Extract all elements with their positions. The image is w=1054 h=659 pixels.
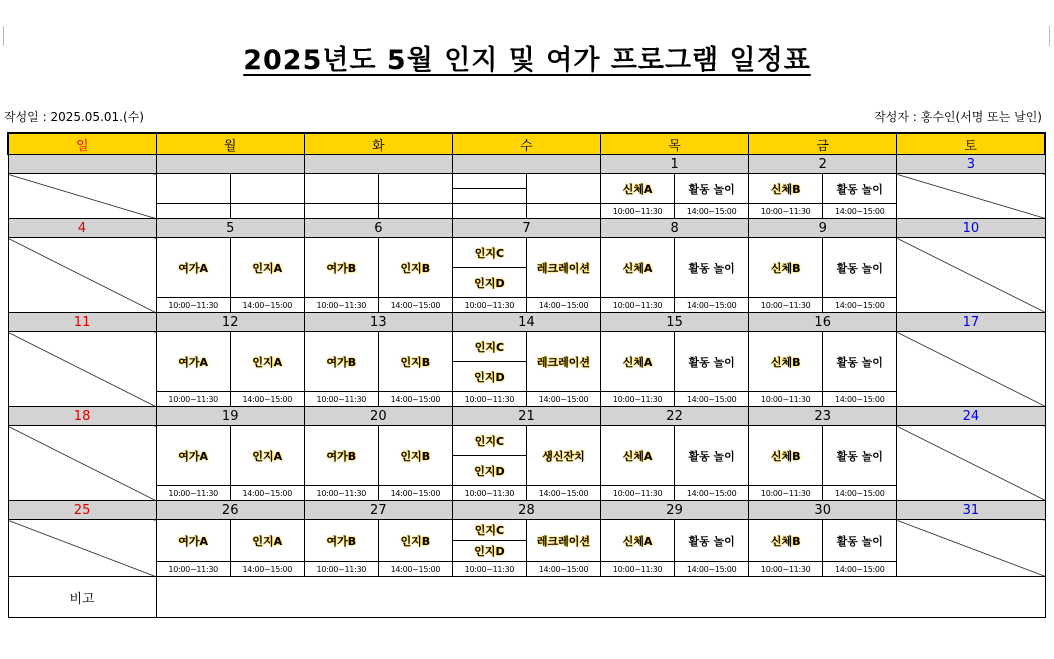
program-wed-am-1: [452, 426, 526, 456]
time-thu-am: 10:00~11:30: [601, 392, 675, 407]
program-name: 레크레이션: [536, 261, 591, 275]
time-wed-am: 10:00~11:30: [452, 486, 526, 501]
program-name: 신체B: [770, 355, 801, 369]
date-cell-sat: [897, 407, 1045, 426]
program-fri-am: [749, 520, 823, 562]
program-fri-pm: 활동 놀이: [823, 426, 897, 486]
notes-body: [156, 577, 1045, 618]
program-name: 신체A: [622, 261, 653, 275]
time-fri-am: 10:00~11:30: [749, 562, 823, 577]
time-thu-pm: 14:00~15:00: [675, 204, 749, 219]
time-thu-am: 10:00~11:30: [601, 204, 675, 219]
program-name: 인지C: [474, 246, 505, 260]
weekday-sat: 토: [897, 133, 1045, 155]
time-tue-am: 10:00~11:30: [304, 562, 378, 577]
notes-row: [8, 577, 1045, 618]
program-thu-am: [601, 426, 675, 486]
weekday-fri: 금: [749, 133, 897, 155]
program-wed-am-1: [452, 238, 526, 268]
program-name: 인지A: [252, 449, 283, 463]
program-mon-pm: [230, 520, 304, 562]
program-mon-am: [156, 332, 230, 392]
saturday-empty-cell: [897, 174, 1045, 219]
time-mon-pm: 14:00~15:00: [230, 392, 304, 407]
time-mon-am: 10:00~11:30: [156, 486, 230, 501]
date-cell-tue: 27: [304, 501, 452, 520]
program-name: 레크레이션: [536, 534, 591, 548]
time-wed-pm: 14:00~15:00: [526, 562, 600, 577]
sunday-empty-cell: [8, 332, 156, 407]
time-tue-pm: 14:00~15:00: [378, 562, 452, 577]
program-name: 여가A: [178, 355, 209, 369]
program-name: 인지C: [474, 434, 505, 448]
program-fri-am: [749, 238, 823, 298]
date-cell-fri: 23: [749, 407, 897, 426]
program-name: 인지A: [252, 355, 283, 369]
program-mon-am: [156, 238, 230, 298]
program-thu-am: [601, 238, 675, 298]
date-cell-mon: [156, 155, 304, 174]
empty-time-cell: [230, 204, 304, 219]
date-cell-mon: 26: [156, 501, 304, 520]
time-tue-pm: 14:00~15:00: [378, 486, 452, 501]
program-thu-am: [601, 332, 675, 392]
date-sun: 4: [77, 220, 87, 236]
date-row-week-2: [8, 219, 1045, 238]
weekday-thu: 목: [601, 133, 749, 155]
program-wed-am-1: [452, 332, 526, 362]
date-cell-mon: 19: [156, 407, 304, 426]
time-mon-pm: 14:00~15:00: [230, 486, 304, 501]
program-name: 여가B: [326, 261, 357, 275]
weekday-mon: 월: [156, 133, 304, 155]
program-wed-pm: [526, 238, 600, 298]
program-name: 여가B: [326, 355, 357, 369]
weekday-header-row: [8, 133, 1045, 155]
program-tue-pm: [378, 520, 452, 562]
sunday-empty-cell: [8, 174, 156, 219]
program-name: 신체A: [622, 355, 653, 369]
date-cell-sun: [8, 313, 156, 332]
date-cell-thu: 15: [601, 313, 749, 332]
program-thu-pm: 활동 놀이: [675, 520, 749, 562]
program-fri-pm: 활동 놀이: [823, 332, 897, 392]
time-fri-pm: 14:00~15:00: [823, 562, 897, 577]
program-wed-pm: [526, 520, 600, 562]
time-tue-pm: 14:00~15:00: [378, 298, 452, 313]
page-title: 2025년도 5월 인지 및 여가 프로그램 일정표: [243, 45, 811, 76]
notes-label: 비고: [8, 577, 156, 618]
program-name: 인지C: [474, 340, 505, 354]
program-name: 신체A: [622, 182, 653, 196]
date-row-week-1: [8, 155, 1045, 174]
date-cell-mon: 5: [156, 219, 304, 238]
time-wed-am: 10:00~11:30: [452, 562, 526, 577]
empty-program-cell: [230, 174, 304, 204]
program-tue-am: [304, 426, 378, 486]
date-cell-thu: 1: [601, 155, 749, 174]
weekday-tue: 화: [304, 133, 452, 155]
program-fri-am: [749, 332, 823, 392]
empty-time-cell: [304, 204, 378, 219]
time-tue-am: 10:00~11:30: [304, 392, 378, 407]
program-name: 인지B: [400, 355, 431, 369]
program-tue-am: [304, 238, 378, 298]
activity-row-week-5: [8, 520, 1045, 541]
date-cell-wed: [452, 155, 600, 174]
program-wed-pm: [526, 332, 600, 392]
time-mon-am: 10:00~11:30: [156, 562, 230, 577]
program-mon-am: [156, 426, 230, 486]
program-name: 인지B: [400, 449, 431, 463]
activity-row-week-1: [8, 174, 1045, 189]
date-sat: 10: [962, 220, 980, 236]
schedule-table: [7, 132, 1046, 618]
date-cell-wed: 28: [452, 501, 600, 520]
activity-row-week-4: [8, 426, 1045, 456]
date-sat: 24: [962, 408, 980, 424]
time-thu-pm: 14:00~15:00: [675, 486, 749, 501]
program-tue-am: [304, 332, 378, 392]
program-name: 인지B: [400, 261, 431, 275]
program-wed-am-2: [452, 541, 526, 562]
program-name: 인지D: [474, 276, 505, 290]
time-mon-pm: 14:00~15:00: [230, 298, 304, 313]
time-wed-pm: 14:00~15:00: [526, 298, 600, 313]
saturday-empty-cell: [897, 238, 1045, 313]
empty-program-cell: [452, 174, 526, 189]
date-cell-sat: [897, 155, 1045, 174]
sunday-empty-cell: [8, 238, 156, 313]
program-fri-pm: 활동 놀이: [823, 174, 897, 204]
time-thu-am: 10:00~11:30: [601, 486, 675, 501]
time-thu-pm: 14:00~15:00: [675, 562, 749, 577]
program-wed-am-2: [452, 362, 526, 392]
time-mon-pm: 14:00~15:00: [230, 562, 304, 577]
program-fri-pm: 활동 놀이: [823, 520, 897, 562]
program-name: 생신잔치: [542, 449, 585, 463]
activity-row-week-2: [8, 238, 1045, 268]
program-name: 여가A: [178, 534, 209, 548]
empty-program-cell: [526, 174, 600, 204]
date-cell-sun: [8, 219, 156, 238]
date-cell-fri: 16: [749, 313, 897, 332]
program-name: 인지D: [474, 464, 505, 478]
time-wed-am: 10:00~11:30: [452, 298, 526, 313]
date-sun: 25: [73, 502, 91, 518]
date-row-week-4: [8, 407, 1045, 426]
program-name: 인지D: [474, 545, 505, 558]
date-sun: 18: [73, 408, 91, 424]
saturday-empty-cell: [897, 426, 1045, 501]
time-thu-pm: 14:00~15:00: [675, 298, 749, 313]
date-cell-tue: [304, 155, 452, 174]
date-cell-thu: 22: [601, 407, 749, 426]
time-row-week-5: [8, 562, 1045, 577]
program-tue-pm: [378, 332, 452, 392]
empty-program-cell: [156, 174, 230, 204]
date-cell-sun: [8, 155, 156, 174]
time-fri-am: 10:00~11:30: [749, 392, 823, 407]
author-date: 작성일 : 2025.05.01.(수): [4, 110, 144, 124]
time-fri-pm: 14:00~15:00: [823, 392, 897, 407]
time-mon-am: 10:00~11:30: [156, 392, 230, 407]
date-sat: 31: [962, 502, 980, 518]
time-row-week-3: [8, 392, 1045, 407]
empty-program-cell: [378, 174, 452, 204]
time-fri-pm: 14:00~15:00: [823, 298, 897, 313]
date-cell-sun: [8, 501, 156, 520]
program-thu-am: [601, 520, 675, 562]
author-info: 작성자 : 홍수인(서명 또는 날인): [874, 110, 1042, 124]
date-cell-wed: 7: [452, 219, 600, 238]
date-cell-sat: [897, 501, 1045, 520]
program-thu-pm: 활동 놀이: [675, 238, 749, 298]
date-sat: 3: [966, 156, 976, 172]
time-mon-am: 10:00~11:30: [156, 298, 230, 313]
time-wed-pm: 14:00~15:00: [526, 392, 600, 407]
date-cell-fri: 30: [749, 501, 897, 520]
date-cell-fri: 9: [749, 219, 897, 238]
empty-program-cell: [304, 174, 378, 204]
time-thu-am: 10:00~11:30: [601, 298, 675, 313]
program-name: 신체A: [622, 449, 653, 463]
program-name: 신체B: [770, 449, 801, 463]
program-fri-pm: 활동 놀이: [823, 238, 897, 298]
program-wed-am-2: [452, 456, 526, 486]
program-name: 인지B: [400, 534, 431, 548]
program-wed-am-1: [452, 520, 526, 541]
program-thu-pm: 활동 놀이: [675, 426, 749, 486]
date-cell-tue: 6: [304, 219, 452, 238]
program-thu-am: [601, 174, 675, 204]
program-fri-am: [749, 426, 823, 486]
program-mon-pm: [230, 426, 304, 486]
empty-program-cell: [452, 189, 526, 204]
time-thu-am: 10:00~11:30: [601, 562, 675, 577]
time-fri-am: 10:00~11:30: [749, 204, 823, 219]
date-cell-fri: 2: [749, 155, 897, 174]
time-tue-am: 10:00~11:30: [304, 486, 378, 501]
date-cell-thu: 8: [601, 219, 749, 238]
program-mon-pm: [230, 332, 304, 392]
empty-time-cell: [452, 204, 526, 219]
activity-row-week-3: [8, 332, 1045, 362]
time-tue-am: 10:00~11:30: [304, 298, 378, 313]
program-name: 인지C: [474, 524, 505, 537]
program-wed-pm: [526, 426, 600, 486]
time-fri-am: 10:00~11:30: [749, 486, 823, 501]
empty-time-cell: [156, 204, 230, 219]
date-sat: 17: [962, 314, 980, 330]
time-fri-am: 10:00~11:30: [749, 298, 823, 313]
program-name: 신체B: [770, 534, 801, 548]
program-thu-pm: 활동 놀이: [675, 174, 749, 204]
time-row-week-1: [8, 204, 1045, 219]
program-thu-pm: 활동 놀이: [675, 332, 749, 392]
program-name: 신체B: [770, 182, 801, 196]
date-cell-wed: 14: [452, 313, 600, 332]
program-name: 인지A: [252, 261, 283, 275]
program-tue-pm: [378, 238, 452, 298]
time-row-week-4: [8, 486, 1045, 501]
time-fri-pm: 14:00~15:00: [823, 204, 897, 219]
program-mon-pm: [230, 238, 304, 298]
time-wed-am: 10:00~11:30: [452, 392, 526, 407]
program-fri-am: [749, 174, 823, 204]
program-tue-am: [304, 520, 378, 562]
program-name: 신체A: [622, 534, 653, 548]
date-row-week-5: [8, 501, 1045, 520]
empty-time-cell: [526, 204, 600, 219]
saturday-empty-cell: [897, 520, 1045, 577]
weekday-wed: 수: [452, 133, 600, 155]
sunday-empty-cell: [8, 426, 156, 501]
date-cell-sat: [897, 313, 1045, 332]
program-name: 인지A: [252, 534, 283, 548]
program-name: 신체B: [770, 261, 801, 275]
date-cell-sun: [8, 407, 156, 426]
date-cell-thu: 29: [601, 501, 749, 520]
program-name: 인지D: [474, 370, 505, 384]
program-tue-pm: [378, 426, 452, 486]
program-name: 여가B: [326, 534, 357, 548]
date-cell-tue: 20: [304, 407, 452, 426]
program-mon-am: [156, 520, 230, 562]
date-cell-mon: 12: [156, 313, 304, 332]
date-cell-wed: 21: [452, 407, 600, 426]
program-name: 여가B: [326, 449, 357, 463]
program-name: 여가A: [178, 449, 209, 463]
time-wed-pm: 14:00~15:00: [526, 486, 600, 501]
date-cell-sat: [897, 219, 1045, 238]
sunday-empty-cell: [8, 520, 156, 577]
program-name: 레크레이션: [536, 355, 591, 369]
time-fri-pm: 14:00~15:00: [823, 486, 897, 501]
empty-time-cell: [378, 204, 452, 219]
date-row-week-3: [8, 313, 1045, 332]
time-thu-pm: 14:00~15:00: [675, 392, 749, 407]
time-row-week-2: [8, 298, 1045, 313]
date-cell-tue: 13: [304, 313, 452, 332]
time-tue-pm: 14:00~15:00: [378, 392, 452, 407]
date-sun: 11: [73, 314, 91, 330]
weekday-sun: 일: [8, 133, 156, 155]
program-wed-am-2: [452, 268, 526, 298]
program-name: 여가A: [178, 261, 209, 275]
saturday-empty-cell: [897, 332, 1045, 407]
